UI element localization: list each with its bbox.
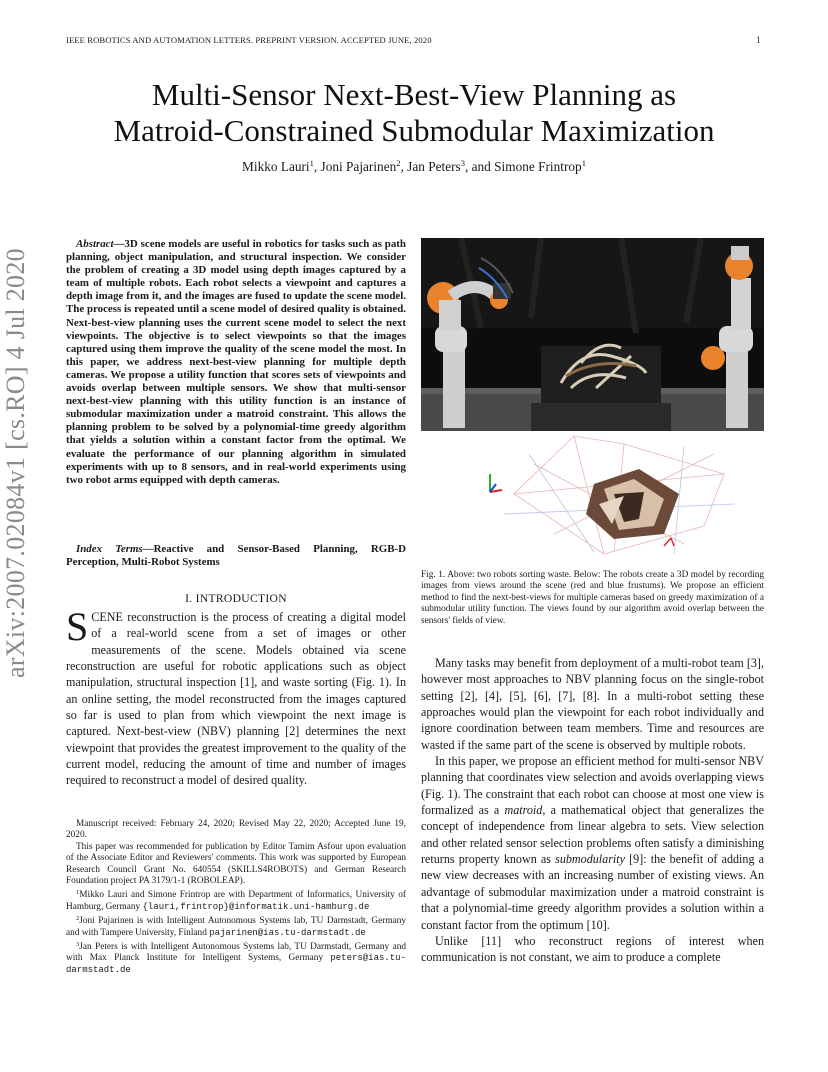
footnote-text: Jan Peters is with Intelligent Autonomous Systems lab, TU Darmstadt, Germany and with Max Planck Institute for Intelligent Systems, Germany xyxy=(66,942,406,964)
footnote-manuscript: Manuscript received: February 24, 2020; Revised May 22, 2020; Accepted June 19, 2020. xyxy=(66,819,406,841)
affiliation-mark: 2 xyxy=(396,158,401,168)
text-run: [9]: the benefit of adding a new view decreases with an increasing number of existing views. An advantage of submodular maximization under a matroid constraint is that a polynomial-time greedy algorithm provides a solution within a constant factor from the optimum [10]. xyxy=(421,852,764,932)
footnote-mark: 3 xyxy=(76,941,80,949)
abstract-body: —3D scene models are useful in robotics for tasks such as path planning, object manipulation, and structural inspection. We consider the problem of creating a 3D model using depth images captured by a team of multiple robots. Each robot selects a viewpoint and captures a depth image from it, and the images are fused to update the scene model. The process is repeated until a scene model of desired quality is obtained. Next-best-view planning uses the current scene model to select the next viewpoints. The objective is to select viewpoints so that the images captured using them improve the quality of the scene model the most. In this paper, we address next-best-view planning for multiple depth cameras. We propose a utility function that scores sets of viewpoints and avoids overlap between multiple sensors. We show that multi-sensor next-best-view planning with this utility function is an instance of submodular maximization under a matroid constraint. This allows the planning problem to be solved by a polynomial-time greedy algorithm that yields a solution within a constant factor from the optimal. We evaluate the performance of our planning algorithm in simulated experiments with up to 8 sensors, and in real-world experiments using two robot arms equipped with depth cameras. xyxy=(66,238,406,486)
running-header: IEEE ROBOTICS AND AUTOMATION LETTERS. PREPRINT VERSION. ACCEPTED JUNE, 2020 xyxy=(66,35,432,45)
reconstruction-render xyxy=(474,434,742,562)
text-run: , a mathematical object that generalizes the concept of independence from linear algebra to sets. View selection and other related sensor selection problems often satisfy a diminishing returns property known as xyxy=(421,803,764,867)
text-run: In this paper, we propose an efficient method for multi-sensor NBV planning that coordinates view selection and avoids overlapping views (Fig. 1). The constraint that each robot can choose at most one view is formalized as a xyxy=(421,754,764,818)
author-name: Mikko Lauri xyxy=(242,159,310,174)
robot-photo xyxy=(421,238,764,431)
index-terms xyxy=(66,543,406,569)
affiliation-mark: 1 xyxy=(309,158,314,168)
body-paragraph xyxy=(421,753,764,933)
footnote-text: Joni Pajarinen is with Intelligent Autonomous Systems lab, TU Darmstadt, Germany and with Tampere University, Finland xyxy=(66,916,406,938)
author-separator: , and xyxy=(464,159,495,174)
footnote-affiliation-2 xyxy=(66,913,406,939)
right-column-text xyxy=(421,655,764,966)
footnote-text: Mikko Lauri and Simone Frintrop are with Department of Informatics, University of Hamburg, Germany xyxy=(66,890,406,912)
body-paragraph: Many tasks may benefit from deployment of a multi-robot team [3], however most approaches to NBV planning focus on the single-robot setting [2], [4], [5], [6], [7], [8]. In a multi-robot setting these approaches would plan the viewpoint for each robot individually and ignore coordination between team members. Time and resources are wasted if the same part of the scene is observed by multiple robots. xyxy=(421,656,764,752)
body-paragraph: Unlike [11] who reconstruct regions of interest when communication is not constant, we aim to produce a complete xyxy=(421,933,764,965)
title-line-2: Matroid-Constrained Submodular Maximization xyxy=(113,113,715,148)
email-address: pajarinen@ias.tu-darmstadt.de xyxy=(209,927,366,938)
drop-cap-word-rest: CENE xyxy=(91,610,123,624)
author-separator: , xyxy=(313,159,321,174)
page-number: 1 xyxy=(756,35,761,45)
affiliation-mark: 3 xyxy=(460,158,465,168)
figure-caption: Fig. 1. Above: two robots sorting waste. Below: The robots create a 3D model by recording images from views around the scene (red and blue frustums). We propose an efficient method to find the next-best-views for multiple cameras based on greedy maximization of a submodular utility function. The views found by our algorithm avoid overlap between the sensors' fields of view. xyxy=(421,570,764,626)
abstract-label: Abstract xyxy=(76,238,114,250)
author-name: Jan Peters xyxy=(407,159,461,174)
introduction-text: reconstruction is the process of creating a digital model of a real-world scene from a set of images or other measurements of the scene. Models obtained via scene reconstruction are useful for robotic applications such as object manipulation, structural inspection [1], and waste sorting (Fig. 1). In an online setting, the model reconstructed from the images captured so far is used to plan from which viewpoint the next image is captured. Next-best-view (NBV) planning [2] determines the next viewpoint that provides the greatest improvement to the quality of the current model, reducing the amount of time and number of images required to reconstruct a model of desired quality. xyxy=(66,610,406,788)
author-name: Simone Frintrop xyxy=(494,159,582,174)
author-separator: , xyxy=(400,159,408,174)
email-address: peters@ias.tu-darmstadt.de xyxy=(66,953,406,975)
footnote-mark: 2 xyxy=(76,915,80,923)
abstract xyxy=(66,238,406,487)
footnote-mark: 1 xyxy=(76,889,80,897)
paper-title xyxy=(60,77,768,149)
emphasis-term: submodularity xyxy=(555,852,625,867)
index-terms-label: Index Terms xyxy=(76,543,143,555)
affiliation-mark: 1 xyxy=(581,158,586,168)
footnote-funding: This paper was recommended for publication by Editor Tamim Asfour upon evaluation of the Associate Editor and Reviewers' comments. This work was supported by European Research Council Grant No. 640554 (SKILLS4ROBOTS) and German Research Foundation project PA 3179/1-1 (ROBOLEAP). xyxy=(66,841,406,887)
introduction-paragraph xyxy=(66,604,406,789)
drop-cap: S xyxy=(66,604,89,649)
author-name: Joni Pajarinen xyxy=(320,159,397,174)
email-address: {lauri,frintrop}@informatik.uni-hamburg.de xyxy=(142,901,370,912)
footnote-affiliation-1 xyxy=(66,887,406,913)
section-heading: I. INTRODUCTION xyxy=(185,592,287,605)
title-line-1: Multi-Sensor Next-Best-View Planning as xyxy=(151,77,677,112)
index-terms-body: —Reactive and Sensor-Based Planning, RGB-D Perception, Multi-Robot Systems xyxy=(66,543,406,569)
author-list xyxy=(60,158,768,175)
emphasis-term: matroid xyxy=(504,803,543,818)
footnote-affiliation-3 xyxy=(66,939,406,976)
footnotes xyxy=(66,819,406,976)
arxiv-identifier: arXiv:2007.02084v1 [cs.RO] 4 Jul 2020 xyxy=(1,248,30,678)
